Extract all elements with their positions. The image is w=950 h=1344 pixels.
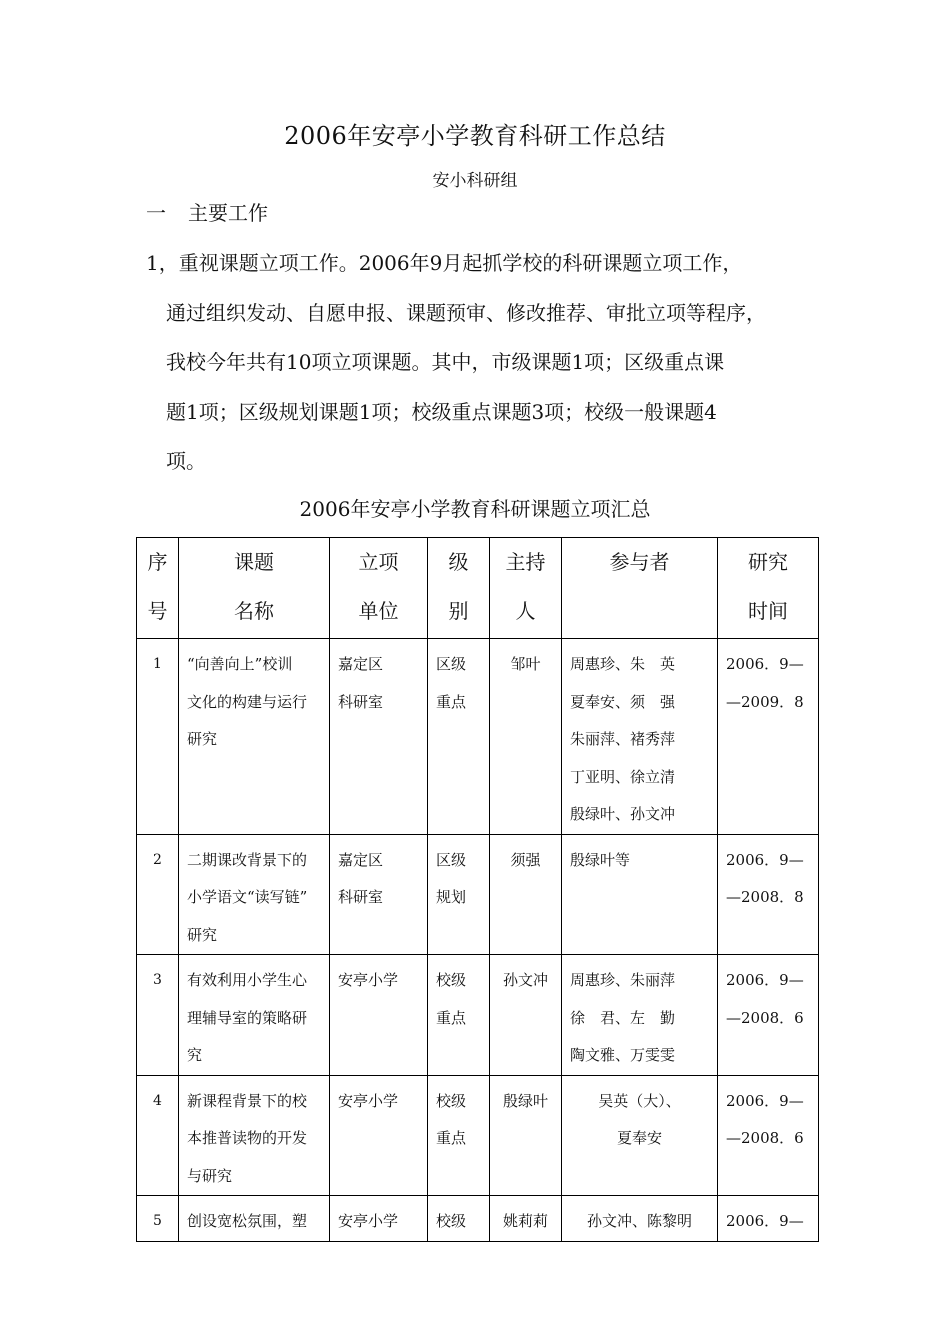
cell-participants: 殷绿叶等 xyxy=(562,834,718,955)
cell-host: 邹叶 xyxy=(490,639,562,835)
cell-name: 二期课改背景下的 小学语文“读写链” 研究 xyxy=(179,834,330,955)
cell-name: 创设宽松氛围，塑 xyxy=(179,1196,330,1242)
body-paragraph xyxy=(146,239,814,487)
cell-level: 校级 重点 xyxy=(428,955,490,1076)
section-heading xyxy=(146,197,268,226)
header-cell-no: 序 号 xyxy=(137,538,179,639)
cell-host: 殷绿叶 xyxy=(490,1075,562,1196)
cell-no: 1 xyxy=(137,639,179,835)
cell-time: 2006．9— xyxy=(718,1196,819,1242)
cell-time: 2006．9— —2008．8 xyxy=(718,834,819,955)
table-row xyxy=(137,1075,819,1196)
paragraph-line: 我校今年共有10项立项课题。其中，市级课题1项；区级重点课 xyxy=(166,350,725,374)
section-number: 一 xyxy=(146,201,166,225)
cell-unit: 安亭小学 xyxy=(330,955,428,1076)
cell-time: 2006．9— —2008．6 xyxy=(718,955,819,1076)
paragraph-line: 项。 xyxy=(166,449,206,473)
cell-level: 区级 重点 xyxy=(428,639,490,835)
cell-no: 2 xyxy=(137,834,179,955)
header-cell-host: 主持 人 xyxy=(490,538,562,639)
table-row xyxy=(137,834,819,955)
cell-unit: 嘉定区 科研室 xyxy=(330,834,428,955)
cell-host: 姚莉莉 xyxy=(490,1196,562,1242)
paragraph-line: 题1项；区级规划课题1项；校级重点课题3项；校级一般课题4 xyxy=(166,399,717,424)
cell-host: 孙文冲 xyxy=(490,955,562,1076)
cell-unit: 安亭小学 xyxy=(330,1196,428,1242)
table-row xyxy=(137,639,819,835)
cell-no: 5 xyxy=(137,1196,179,1242)
cell-level: 校级 xyxy=(428,1196,490,1242)
table-row xyxy=(137,955,819,1076)
cell-participants: 吴英（大）、 夏奉安 xyxy=(562,1075,718,1196)
cell-no: 3 xyxy=(137,955,179,1076)
cell-no: 4 xyxy=(137,1075,179,1196)
table-header-row xyxy=(137,538,819,639)
project-table xyxy=(136,537,819,1242)
cell-participants: 孙文冲、陈黎明 xyxy=(562,1196,718,1242)
section-title: 主要工作 xyxy=(188,201,268,225)
cell-participants: 周惠珍、朱 英 夏奉安、须 强 朱丽萍、褚秀萍 丁亚明、徐立清 殷绿叶、孙文冲 xyxy=(562,639,718,835)
cell-unit: 嘉定区 科研室 xyxy=(330,639,428,835)
cell-name: “向善向上”校训 文化的构建与运行 研究 xyxy=(179,639,330,835)
paragraph-line: 通过组织发动、自愿申报、课题预审、修改推荐、审批立项等程序， xyxy=(166,300,766,325)
cell-participants: 周惠珍、朱丽萍 徐 君、左 勤 陶文雅、万雯雯 xyxy=(562,955,718,1076)
cell-host: 须强 xyxy=(490,834,562,955)
cell-name: 有效利用小学生心 理辅导室的策略研 究 xyxy=(179,955,330,1076)
document-title: 2006年安亭小学教育科研工作总结 xyxy=(284,122,666,150)
cell-time: 2006．9— —2008．6 xyxy=(718,1075,819,1196)
table-caption: 2006年安亭小学教育科研课题立项汇总 xyxy=(299,497,651,521)
header-cell-unit: 立项 单位 xyxy=(330,538,428,639)
paragraph-line: 1，重视课题立项工作。2006年9月起抓学校的科研课题立项工作， xyxy=(146,251,743,275)
header-cell-level: 级 别 xyxy=(428,538,490,639)
cell-level: 校级 重点 xyxy=(428,1075,490,1196)
header-cell-participants: 参与者 xyxy=(562,538,718,639)
document-author: 安小科研组 xyxy=(432,171,518,191)
cell-level: 区级 规划 xyxy=(428,834,490,955)
cell-time: 2006．9— —2009．8 xyxy=(718,639,819,835)
table-row xyxy=(137,1196,819,1242)
cell-unit: 安亭小学 xyxy=(330,1075,428,1196)
header-cell-name: 课题 名称 xyxy=(179,538,330,639)
cell-name: 新课程背景下的校 本推普读物的开发 与研究 xyxy=(179,1075,330,1196)
header-cell-time: 研究 时间 xyxy=(718,538,819,639)
